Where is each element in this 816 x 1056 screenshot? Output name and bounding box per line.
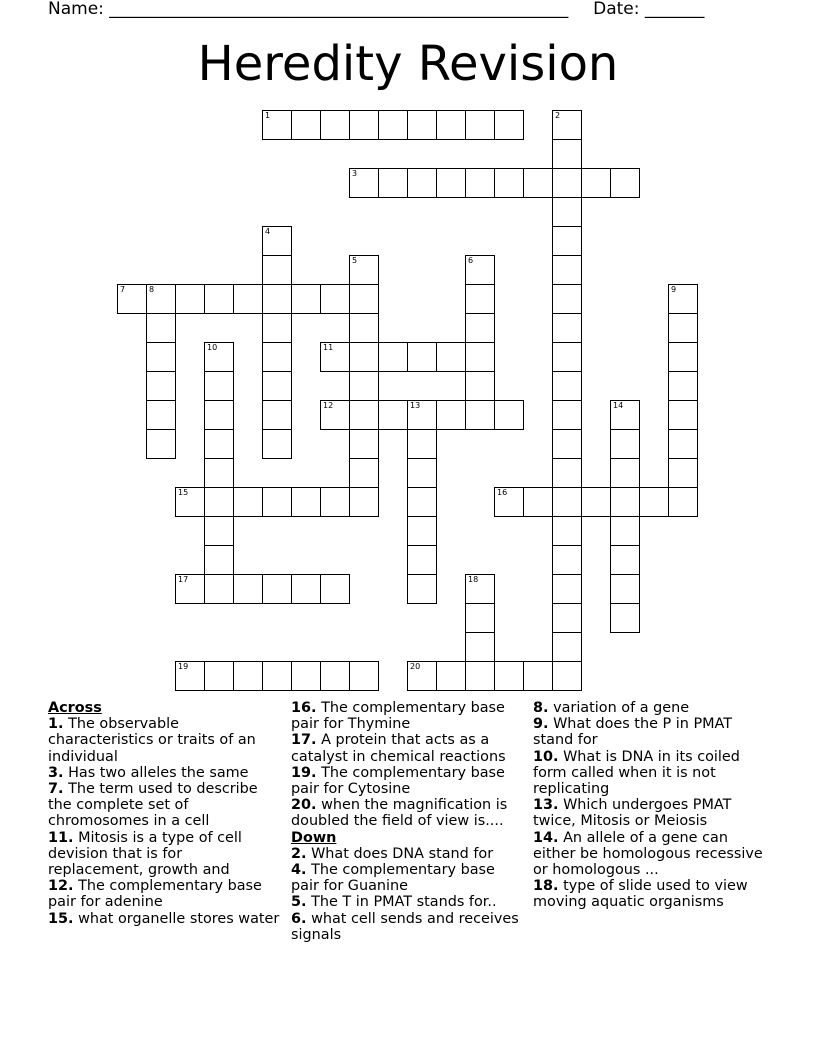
crossword-cell[interactable] — [639, 487, 669, 517]
clue-number: 1 — [265, 111, 271, 120]
crossword-cell[interactable] — [465, 313, 495, 343]
crossword-cell[interactable] — [320, 284, 350, 314]
clue-text: when the magnification is doubled the field of view is.... — [291, 797, 508, 830]
crossword-cell[interactable] — [146, 313, 176, 343]
clue-text: Which undergoes PMAT twice, Mitosis or Meiosis — [533, 797, 732, 830]
crossword-cell[interactable] — [320, 574, 350, 604]
across-clues-part-2 — [291, 700, 523, 830]
clue-number: 10 — [207, 343, 218, 352]
crossword-cell[interactable] — [349, 458, 379, 488]
crossword-cell[interactable] — [552, 255, 582, 285]
crossword-cell[interactable] — [552, 110, 582, 140]
clue-number-label: 9. — [533, 716, 549, 733]
crossword-cell[interactable] — [204, 545, 234, 575]
crossword-cell[interactable] — [320, 342, 350, 372]
across-heading: Across — [48, 700, 102, 716]
clue-number: 14 — [613, 401, 624, 410]
crossword-cell[interactable] — [465, 661, 495, 691]
crossword-cell[interactable] — [378, 168, 408, 198]
crossword-cell[interactable] — [465, 632, 495, 662]
crossword-cell[interactable] — [262, 661, 292, 691]
crossword-cell[interactable] — [465, 371, 495, 401]
crossword-cell[interactable] — [552, 458, 582, 488]
crossword-cell[interactable] — [552, 197, 582, 227]
clue-text: What does the P in PMAT stand for — [533, 716, 733, 749]
crossword-cell[interactable] — [610, 168, 640, 198]
clue-number-label: 11. — [48, 829, 74, 846]
crossword-cell[interactable] — [552, 632, 582, 662]
clue-text: what cell sends and receives signals — [291, 910, 519, 943]
clue-number: 4 — [265, 227, 271, 236]
crossword-cell[interactable] — [494, 487, 524, 517]
down-clue — [533, 797, 765, 829]
crossword-cell[interactable] — [262, 313, 292, 343]
down-clues-part-1 — [291, 846, 523, 943]
down-clue — [533, 878, 765, 910]
clue-number: 5 — [352, 256, 358, 265]
across-clue — [48, 765, 280, 781]
crossword-cell[interactable] — [349, 110, 379, 140]
crossword-cell[interactable] — [465, 574, 495, 604]
clue-number-label: 5. — [291, 894, 307, 911]
crossword-cell[interactable] — [204, 516, 234, 546]
clue-number-label: 10. — [533, 748, 559, 765]
clue-number: 9 — [671, 285, 677, 294]
clue-number-label: 3. — [48, 764, 64, 781]
crossword-cell[interactable] — [552, 284, 582, 314]
clue-text: The complementary base pair for Guanine — [291, 862, 495, 895]
clue-number-label: 13. — [533, 797, 559, 814]
crossword-cell[interactable] — [407, 342, 437, 372]
crossword-cell[interactable] — [465, 255, 495, 285]
crossword-cell[interactable] — [494, 168, 524, 198]
crossword-cell[interactable] — [204, 487, 234, 517]
down-clue — [291, 846, 523, 862]
across-clue — [48, 716, 280, 765]
clue-text: The observable characteristics or traits of an individual — [48, 716, 256, 765]
crossword-cell[interactable] — [436, 110, 466, 140]
crossword-cell[interactable] — [436, 661, 466, 691]
clue-number: 12 — [323, 401, 334, 410]
page-title: Heredity Revision — [197, 36, 619, 92]
clue-number-label: 14. — [533, 829, 559, 846]
clue-text: What is DNA in its coiled form called when it is not replicating — [533, 748, 740, 798]
across-clues-part-1 — [48, 716, 280, 927]
crossword-cell[interactable] — [262, 284, 292, 314]
crossword-cell[interactable] — [610, 545, 640, 575]
crossword-cell[interactable] — [668, 284, 698, 314]
crossword-cell[interactable] — [552, 226, 582, 256]
clue-text: The complementary base pair for Thymine — [291, 700, 505, 733]
crossword-cell[interactable] — [349, 342, 379, 372]
crossword-cell[interactable] — [378, 400, 408, 430]
crossword-cell[interactable] — [349, 487, 379, 517]
crossword-cell[interactable] — [668, 458, 698, 488]
clue-text: What does DNA stand for — [311, 845, 494, 862]
down-clue — [291, 894, 523, 910]
clue-number: 16 — [497, 488, 508, 497]
crossword-cell[interactable] — [610, 458, 640, 488]
clues-column-2 — [291, 700, 523, 943]
crossword-cell[interactable] — [494, 400, 524, 430]
clue-number: 17 — [178, 575, 189, 584]
crossword-cell[interactable] — [233, 487, 263, 517]
crossword-cell[interactable] — [581, 487, 611, 517]
crossword-cell[interactable] — [204, 400, 234, 430]
crossword-cell[interactable] — [349, 284, 379, 314]
crossword-cell[interactable] — [378, 110, 408, 140]
crossword-cell[interactable] — [291, 574, 321, 604]
crossword-cell[interactable] — [552, 400, 582, 430]
crossword-cell[interactable] — [262, 226, 292, 256]
clue-text: An allele of a gene can either be homologous recessive or homologous ... — [533, 829, 763, 879]
crossword-cell[interactable] — [349, 400, 379, 430]
clue-number: 3 — [352, 169, 358, 178]
clue-text: The T in PMAT stands for.. — [311, 894, 497, 911]
crossword-cell[interactable] — [204, 371, 234, 401]
crossword-cell[interactable] — [146, 284, 176, 314]
crossword-cell[interactable] — [320, 661, 350, 691]
down-clue — [533, 716, 765, 748]
crossword-cell[interactable] — [610, 574, 640, 604]
crossword-cell[interactable] — [610, 429, 640, 459]
clue-number-label: 19. — [291, 764, 317, 781]
crossword-cell[interactable] — [407, 429, 437, 459]
crossword-cell[interactable] — [204, 574, 234, 604]
crossword-cell[interactable] — [610, 516, 640, 546]
clue-text: A protein that acts as a catalyst in chemical reactions — [291, 732, 506, 765]
crossword-cell[interactable] — [175, 284, 205, 314]
clue-text: The complementary base pair for Cytosine — [291, 764, 505, 798]
crossword-cell[interactable] — [117, 284, 147, 314]
clue-number: 11 — [323, 343, 334, 352]
crossword-cell[interactable] — [552, 429, 582, 459]
clue-text: The term used to describe the complete set of chromosomes in a cell — [48, 781, 258, 830]
crossword-cell[interactable] — [320, 110, 350, 140]
crossword-cell[interactable] — [610, 487, 640, 517]
name-field[interactable]: ______________________________________________________ — [109, 0, 569, 19]
crossword-cell[interactable] — [552, 342, 582, 372]
clue-number-label: 17. — [291, 732, 317, 749]
crossword-cell[interactable] — [436, 400, 466, 430]
crossword-cell[interactable] — [552, 545, 582, 575]
clue-number-label: 15. — [48, 910, 74, 927]
crossword-cell[interactable] — [175, 487, 205, 517]
crossword-cell[interactable] — [610, 400, 640, 430]
crossword-cell[interactable] — [494, 661, 524, 691]
crossword-cell[interactable] — [581, 168, 611, 198]
crossword-cell[interactable] — [262, 371, 292, 401]
clue-number-label: 16. — [291, 700, 317, 716]
clue-number-label: 20. — [291, 797, 317, 814]
crossword-cell[interactable] — [465, 168, 495, 198]
crossword-cell[interactable] — [552, 313, 582, 343]
down-clue — [291, 862, 523, 894]
crossword-cell[interactable] — [668, 342, 698, 372]
clue-number: 15 — [178, 488, 189, 497]
down-clue — [291, 911, 523, 943]
crossword-cell[interactable] — [407, 400, 437, 430]
crossword-cell[interactable] — [668, 487, 698, 517]
crossword-cell[interactable] — [349, 255, 379, 285]
date-label: Date: — [593, 0, 640, 19]
crossword-cell[interactable] — [349, 661, 379, 691]
crossword-cell[interactable] — [262, 400, 292, 430]
down-clues-part-2 — [533, 700, 765, 911]
clue-number-label: 7. — [48, 781, 64, 798]
clue-number-label: 4. — [291, 862, 307, 879]
crossword-cell[interactable] — [552, 168, 582, 198]
crossword-cell[interactable] — [610, 603, 640, 633]
clue-number: 2 — [555, 111, 561, 120]
crossword-cell[interactable] — [552, 487, 582, 517]
clue-number: 20 — [410, 662, 421, 671]
name-label: Name: — [48, 0, 104, 19]
clue-number-label: 1. — [48, 716, 64, 733]
crossword-cell[interactable] — [407, 574, 437, 604]
crossword-cell[interactable] — [668, 371, 698, 401]
crossword-cell[interactable] — [204, 284, 234, 314]
crossword-cell[interactable] — [668, 313, 698, 343]
crossword-cell[interactable] — [146, 342, 176, 372]
date-field[interactable]: _______ — [644, 0, 705, 19]
clue-number: 18 — [468, 575, 479, 584]
clue-number: 8 — [149, 285, 155, 294]
crossword-cell[interactable] — [349, 429, 379, 459]
crossword-cell[interactable] — [523, 168, 553, 198]
crossword-cell[interactable] — [146, 400, 176, 430]
clue-number: 19 — [178, 662, 189, 671]
crossword-cell[interactable] — [291, 487, 321, 517]
across-clue — [291, 797, 523, 829]
clue-number-label: 8. — [533, 700, 549, 716]
crossword-cell[interactable] — [349, 313, 379, 343]
crossword-cell[interactable] — [552, 516, 582, 546]
crossword-cell[interactable] — [175, 661, 205, 691]
clue-text: variation of a gene — [553, 700, 690, 716]
crossword-cell[interactable] — [523, 487, 553, 517]
crossword-cell[interactable] — [291, 661, 321, 691]
down-heading: Down — [291, 829, 337, 846]
clues-column-1 — [48, 700, 280, 927]
crossword-cell[interactable] — [552, 371, 582, 401]
crossword-cell[interactable] — [436, 342, 466, 372]
clue-text: type of slide used to view moving aquatic organisms — [533, 878, 748, 911]
clue-text: what organelle stores water — [78, 910, 280, 927]
crossword-cell[interactable] — [262, 574, 292, 604]
crossword-cell[interactable] — [465, 342, 495, 372]
crossword-cell[interactable] — [349, 371, 379, 401]
crossword-cell[interactable] — [407, 110, 437, 140]
clue-number: 7 — [120, 285, 126, 294]
crossword-cell[interactable] — [204, 429, 234, 459]
crossword-cell[interactable] — [378, 342, 408, 372]
clues-column-3 — [533, 700, 765, 911]
crossword-cell[interactable] — [262, 429, 292, 459]
across-clue — [48, 781, 280, 830]
across-clue — [48, 830, 280, 879]
crossword-cell[interactable] — [291, 284, 321, 314]
crossword-cell[interactable] — [465, 110, 495, 140]
crossword-cell[interactable] — [552, 574, 582, 604]
down-clue — [533, 830, 765, 879]
clue-text: Mitosis is a type of cell devision that is for replacement, growth and — [48, 829, 242, 879]
crossword-cell[interactable] — [552, 139, 582, 169]
clue-number-label: 6. — [291, 910, 307, 927]
clue-number-label: 2. — [291, 845, 307, 862]
crossword-cell[interactable] — [407, 545, 437, 575]
across-clue — [48, 878, 280, 910]
across-clue — [291, 700, 523, 732]
clue-text: Has two alleles the same — [68, 764, 249, 781]
crossword-cell[interactable] — [233, 574, 263, 604]
crossword-cell[interactable] — [204, 661, 234, 691]
crossword-cell[interactable] — [523, 661, 553, 691]
crossword-cell[interactable] — [175, 574, 205, 604]
crossword-cell[interactable] — [465, 603, 495, 633]
across-clue — [48, 911, 280, 927]
crossword-cell[interactable] — [465, 284, 495, 314]
across-clue — [291, 732, 523, 764]
crossword-cell[interactable] — [320, 400, 350, 430]
crossword-cell[interactable] — [349, 168, 379, 198]
across-clue — [291, 765, 523, 797]
down-clue — [533, 749, 765, 798]
crossword-cell[interactable] — [407, 516, 437, 546]
crossword-cell[interactable] — [262, 110, 292, 140]
crossword-cell[interactable] — [233, 661, 263, 691]
crossword-cell[interactable] — [494, 110, 524, 140]
crossword-cell[interactable] — [668, 400, 698, 430]
clue-number: 13 — [410, 401, 421, 410]
crossword-cell[interactable] — [668, 429, 698, 459]
down-clue — [533, 700, 765, 716]
crossword-cell[interactable] — [146, 429, 176, 459]
crossword-cell[interactable] — [146, 371, 176, 401]
crossword-cell[interactable] — [552, 603, 582, 633]
crossword-cell[interactable] — [552, 661, 582, 691]
clue-text: The complementary base pair for adenine — [48, 878, 262, 911]
crossword-cell[interactable] — [407, 458, 437, 488]
crossword-cell[interactable] — [204, 342, 234, 372]
crossword-cell[interactable] — [204, 458, 234, 488]
clue-number-label: 18. — [533, 878, 559, 895]
crossword-cell[interactable] — [465, 400, 495, 430]
crossword-cell[interactable] — [407, 168, 437, 198]
crossword-cell[interactable] — [262, 255, 292, 285]
crossword-cell[interactable] — [436, 168, 466, 198]
crossword-cell[interactable] — [407, 487, 437, 517]
crossword-cell[interactable] — [291, 110, 321, 140]
crossword-cell[interactable] — [262, 342, 292, 372]
clue-number: 6 — [468, 256, 474, 265]
crossword-cell[interactable] — [233, 284, 263, 314]
crossword-cell[interactable] — [262, 487, 292, 517]
crossword-cell[interactable] — [320, 487, 350, 517]
clue-number-label: 12. — [48, 878, 74, 895]
crossword-cell[interactable] — [407, 661, 437, 691]
